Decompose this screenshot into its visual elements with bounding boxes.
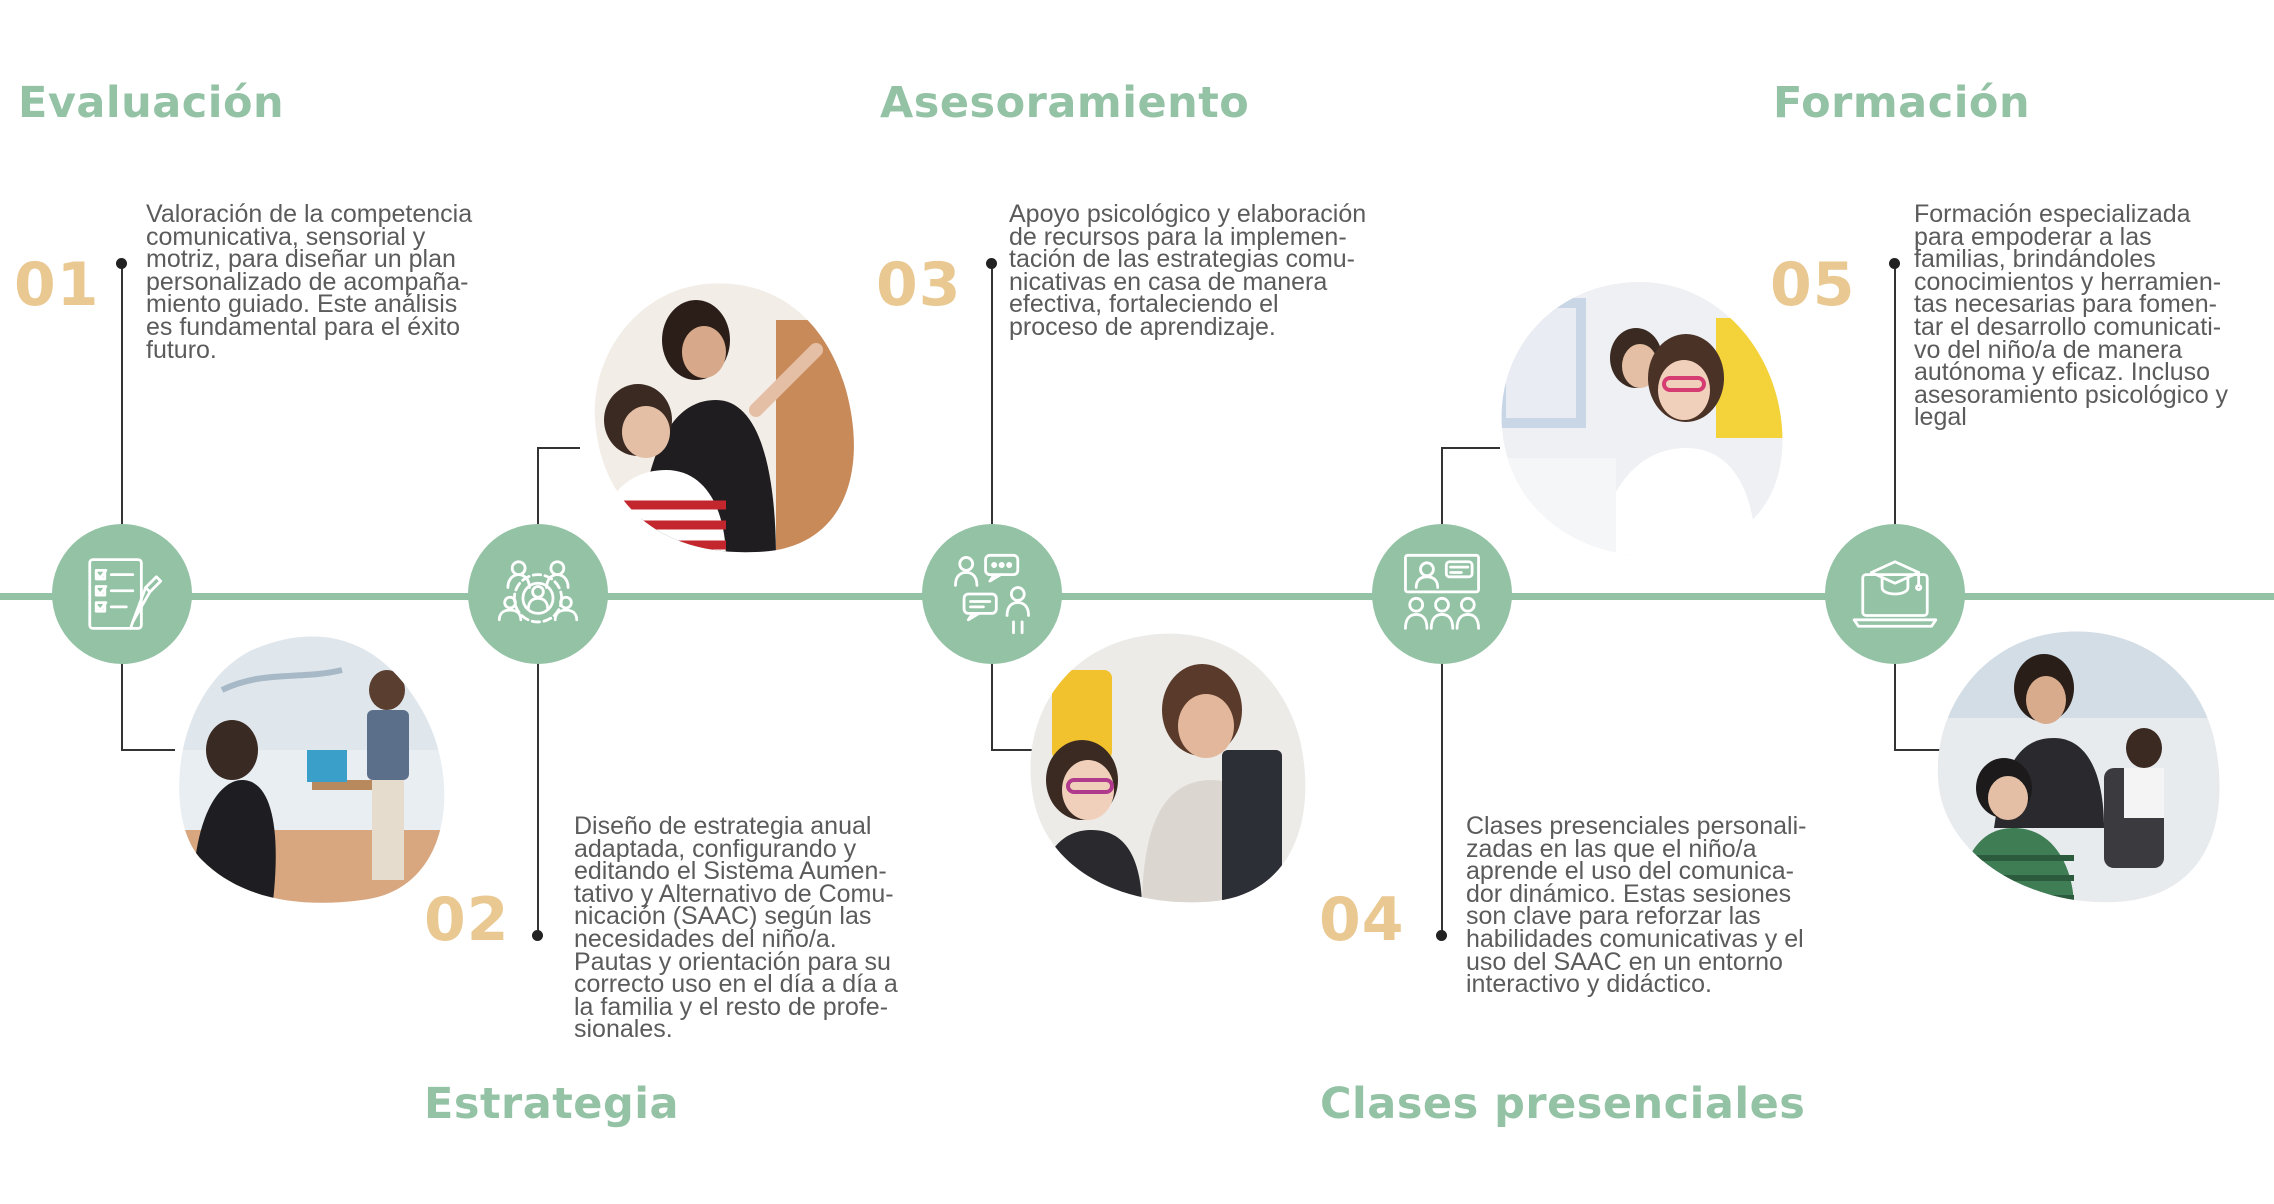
step-4-number: 04 (1319, 885, 1405, 955)
girl-laughing-in-class-photo (1496, 278, 1786, 558)
step-2-dot (532, 930, 543, 941)
step-2-title: Estrategia (424, 1079, 680, 1129)
therapist-pointing-with-boy-photo (576, 280, 866, 560)
step-5-description: Formación especializada para empoderar a las familias, brindándoles conocimientos y herramien- tas necesarias para fomen- tar el desarrollo comunicati- vo del niño/a de manera autónoma y eficaz. Incluso asesoramiento psicológico y legal (1914, 200, 2229, 432)
connector-step-2-top (538, 448, 580, 524)
step-3-title: Asesoramiento (880, 78, 1250, 128)
connector-step-4-top (1442, 448, 1500, 524)
step-2-number: 02 (424, 885, 510, 955)
step-1-number: 01 (14, 250, 100, 320)
step-4-icon-circle (1372, 524, 1512, 664)
therapist-and-boy-photo (162, 630, 452, 910)
step-5-dot (1889, 258, 1900, 269)
step-1-title: Evaluación (18, 78, 285, 128)
step-4-description: Clases presenciales personali- zadas en las que el niño/a aprende el uso del comunica- dor dinámico. Estas sesiones son clave para reforzar las habilidades comunicativas y el uso del SAAC en un entorno interactivo y didáctico. (1466, 812, 1807, 999)
step-4-dot (1436, 930, 1447, 941)
team-gear-icon (495, 551, 581, 637)
step-4-title: Clases presenciales (1320, 1079, 1806, 1129)
classroom-icon (1399, 551, 1485, 637)
checklist-icon (79, 551, 165, 637)
step-3-dot (986, 258, 997, 269)
step-1-description: Valoración de la competencia comunicativa, sensorial y motriz, para diseñar un plan personalizado de acompaña- miento guiado. Este análisis es fundamental para el éxito futuro. (146, 200, 473, 364)
conversation-icon (949, 551, 1035, 637)
step-1-dot (116, 258, 127, 269)
step-2-description: Diseño de estrategia anual adaptada, configurando y editando el Sistema Aumen- tativo y Alternativo de Comu- nicación (SAAC) según las necesidades del niño/a. Pautas y orientación para su correcto uso en el día a día a la familia y el resto de profe- sionales. (574, 812, 898, 1044)
step-3-number: 03 (876, 250, 962, 320)
step-5-number: 05 (1770, 250, 1856, 320)
girl-with-glasses-and-therapist-photo (1022, 630, 1312, 910)
step-5-title: Formación (1773, 78, 2031, 128)
step-3-description: Apoyo psicológico y elaboración de recursos para la implemen- tación de las estrategias comu- nicativas en casa de manera efectiva, fortaleciendo el proceso de aprendizaje. (1009, 200, 1367, 341)
graduation-laptop-icon (1852, 551, 1938, 637)
family-with-children-photo (1934, 628, 2224, 908)
